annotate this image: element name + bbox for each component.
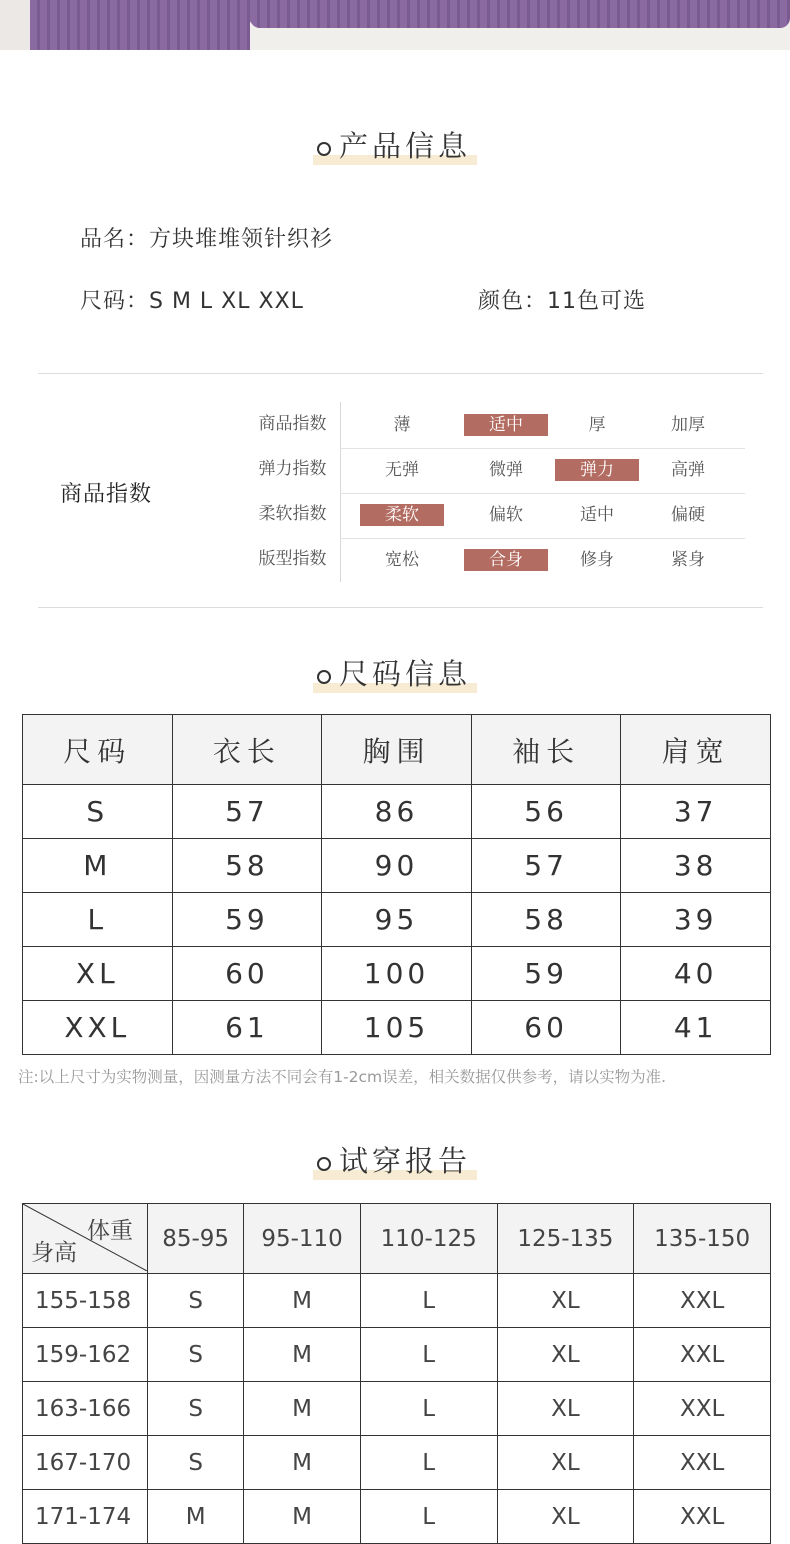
size-note: 注:以上尺寸为实物测量，因测量方法不同会有1-2cm误差，相关数据仅供参考，请以实物为准.	[18, 1068, 667, 1086]
circle-bullet-icon	[317, 1157, 331, 1171]
table-row	[23, 785, 771, 839]
table-cell: 86	[322, 785, 472, 839]
corner-header-cell	[23, 1204, 148, 1274]
table-cell: L	[360, 1274, 497, 1328]
product-colors: 颜色：11色可选	[478, 289, 646, 314]
table-cell: S	[148, 1436, 244, 1490]
height-range-cell: 171-174	[23, 1490, 148, 1544]
weight-range-header: 125-135	[497, 1204, 634, 1274]
index-row	[250, 537, 745, 581]
product-sizes: 尺码：S M L XL XXL	[80, 289, 304, 314]
table-cell: S	[23, 785, 173, 839]
table-cell: 57	[471, 839, 621, 893]
index-option: 修身	[580, 550, 614, 570]
size-header-cell: 袖长	[471, 715, 621, 785]
table-cell: M	[244, 1490, 361, 1544]
index-option-selected: 弹力	[555, 459, 639, 481]
table-cell: 57	[172, 785, 322, 839]
table-cell: S	[148, 1328, 244, 1382]
table-cell: 41	[621, 1001, 771, 1055]
table-cell: XXL	[634, 1328, 771, 1382]
divider	[38, 373, 763, 374]
table-cell: L	[360, 1328, 497, 1382]
index-option-selected: 适中	[464, 414, 548, 436]
table-cell: 100	[322, 947, 472, 1001]
table-row	[23, 839, 771, 893]
table-cell: M	[23, 839, 173, 893]
index-option: 加厚	[671, 415, 705, 435]
product-photo	[0, 0, 790, 50]
table-cell: 58	[471, 893, 621, 947]
table-cell: L	[23, 893, 173, 947]
height-range-cell: 167-170	[23, 1436, 148, 1490]
index-row-name: 弹力指数	[258, 459, 327, 479]
table-cell: XXL	[634, 1274, 771, 1328]
table-row	[23, 947, 771, 1001]
size-header-cell: 尺码	[23, 715, 173, 785]
size-header-cell: 胸围	[322, 715, 472, 785]
index-option: 微弹	[489, 460, 523, 480]
index-option: 紧身	[671, 550, 705, 570]
tryon-table	[22, 1203, 771, 1544]
table-cell: XXL	[23, 1001, 173, 1055]
table-cell: 59	[172, 893, 322, 947]
table-cell: XL	[497, 1436, 634, 1490]
table-cell: 58	[172, 839, 322, 893]
table-cell: 90	[322, 839, 472, 893]
table-cell: 38	[621, 839, 771, 893]
index-option-selected: 合身	[464, 549, 548, 571]
table-row	[23, 1382, 771, 1436]
index-option-selected: 柔软	[360, 504, 444, 526]
table-cell: M	[244, 1436, 361, 1490]
index-option: 无弹	[385, 460, 419, 480]
table-row	[23, 1328, 771, 1382]
size-header-cell: 肩宽	[621, 715, 771, 785]
weight-range-header: 110-125	[360, 1204, 497, 1274]
table-cell: M	[244, 1274, 361, 1328]
weight-range-header: 135-150	[634, 1204, 771, 1274]
index-option: 偏软	[489, 505, 523, 525]
table-row	[23, 1436, 771, 1490]
tryon-title: 试穿报告	[0, 1139, 790, 1180]
circle-bullet-icon	[317, 670, 331, 684]
table-cell: 59	[471, 947, 621, 1001]
table-cell: M	[148, 1490, 244, 1544]
index-option: 宽松	[385, 550, 419, 570]
index-option: 厚	[588, 415, 606, 435]
table-cell: M	[244, 1382, 361, 1436]
product-name: 品名：方块堆堆领针织衫	[80, 227, 334, 252]
index-row-name: 商品指数	[258, 414, 327, 434]
table-cell: XL	[23, 947, 173, 1001]
table-cell: 105	[322, 1001, 472, 1055]
table-cell: 37	[621, 785, 771, 839]
table-cell: S	[148, 1274, 244, 1328]
table-cell: S	[148, 1382, 244, 1436]
table-row	[23, 1001, 771, 1055]
table-cell: 56	[471, 785, 621, 839]
product-info-title: 产品信息	[0, 124, 790, 165]
index-row-name: 版型指数	[258, 549, 327, 569]
table-row	[23, 1490, 771, 1544]
index-option: 适中	[580, 505, 614, 525]
table-cell: L	[360, 1490, 497, 1544]
weight-header: 体重	[87, 1218, 133, 1244]
size-table	[22, 714, 771, 1055]
size-info-title: 尺码信息	[0, 652, 790, 693]
table-cell: XXL	[634, 1490, 771, 1544]
height-range-cell: 155-158	[23, 1274, 148, 1328]
table-cell: 39	[621, 893, 771, 947]
table-cell: 60	[172, 947, 322, 1001]
table-cell: 60	[471, 1001, 621, 1055]
index-option: 高弹	[671, 460, 705, 480]
table-cell: 40	[621, 947, 771, 1001]
index-row	[250, 492, 745, 536]
table-row	[23, 893, 771, 947]
table-cell: XXL	[634, 1436, 771, 1490]
index-row-name: 柔软指数	[258, 504, 327, 524]
table-cell: XL	[497, 1382, 634, 1436]
index-option: 偏硬	[671, 505, 705, 525]
weight-range-header: 85-95	[148, 1204, 244, 1274]
circle-bullet-icon	[317, 142, 331, 156]
table-cell: XL	[497, 1274, 634, 1328]
table-cell: XL	[497, 1490, 634, 1544]
table-row	[23, 1274, 771, 1328]
table-cell: L	[360, 1436, 497, 1490]
height-range-cell: 163-166	[23, 1382, 148, 1436]
table-cell: M	[244, 1328, 361, 1382]
height-header: 身高	[31, 1240, 77, 1266]
weight-range-header: 95-110	[244, 1204, 361, 1274]
size-header-cell: 衣长	[172, 715, 322, 785]
divider	[38, 607, 763, 608]
table-cell: 61	[172, 1001, 322, 1055]
index-row	[250, 447, 745, 491]
index-label: 商品指数	[60, 482, 153, 507]
table-cell: L	[360, 1382, 497, 1436]
table-cell: 95	[322, 893, 472, 947]
table-cell: XXL	[634, 1382, 771, 1436]
index-option: 薄	[393, 415, 411, 435]
index-row	[250, 402, 745, 446]
height-range-cell: 159-162	[23, 1328, 148, 1382]
table-cell: XL	[497, 1328, 634, 1382]
